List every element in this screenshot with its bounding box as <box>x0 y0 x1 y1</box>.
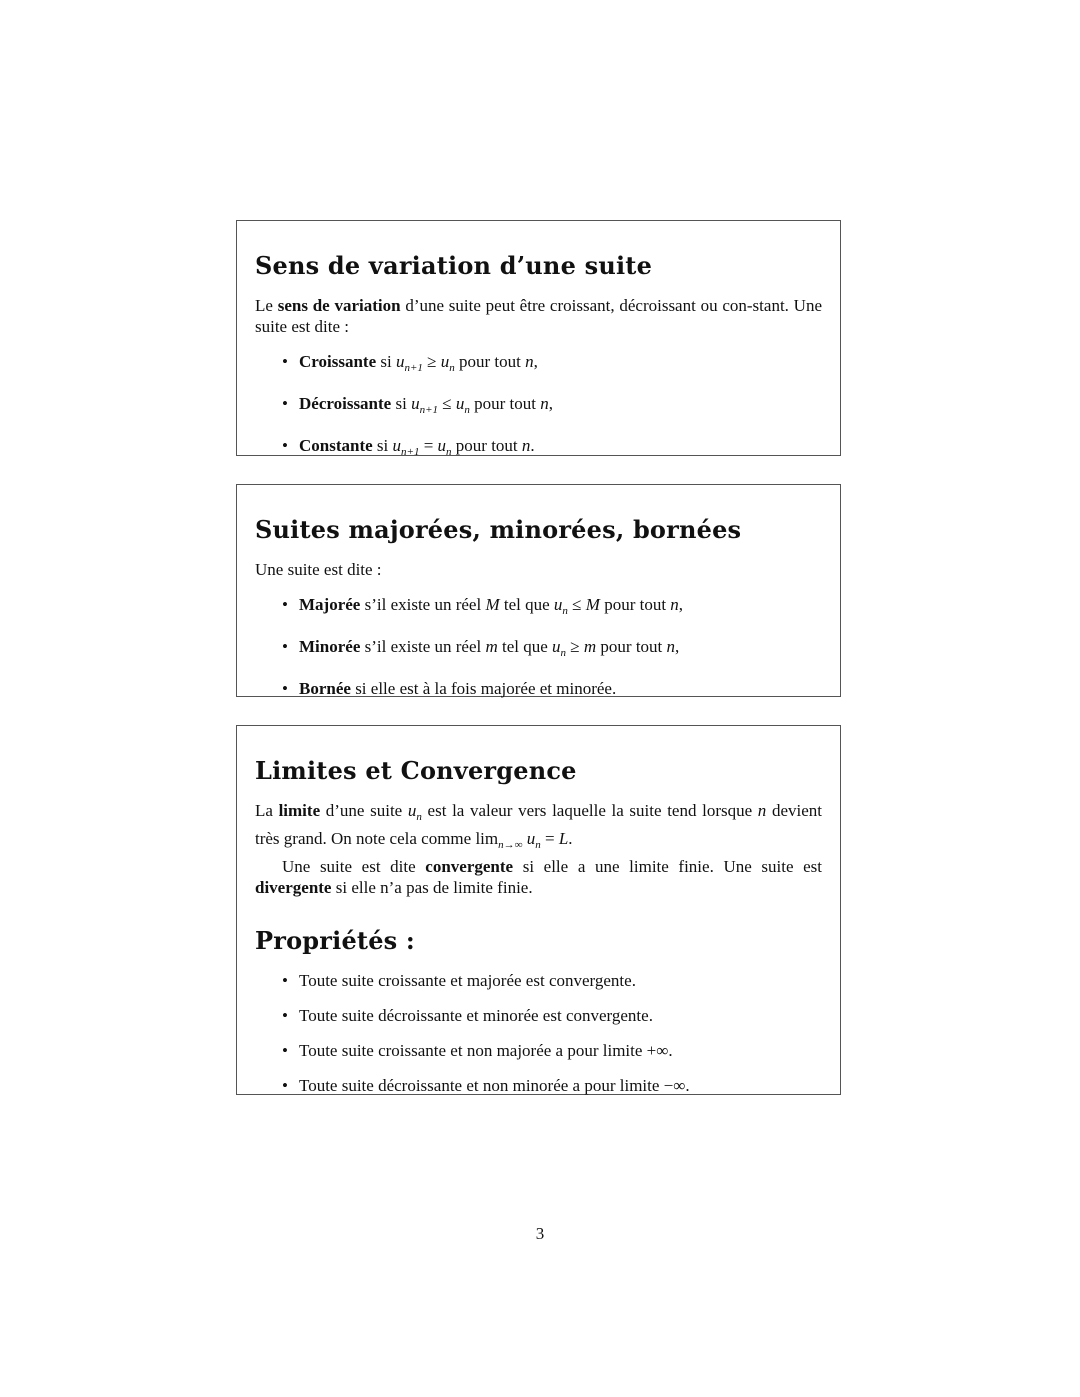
list-item: • Décroissante si $u_{n+1} \le u_n$ pour tout n, <box>282 394 553 416</box>
bounded-list <box>255 594 822 699</box>
variation-list <box>255 351 822 463</box>
list-item: • Bornée si elle est à la fois majorée et minorée. <box>282 679 617 698</box>
list-item: • Toute suite croissante et non majorée a pour limite +∞. <box>282 1041 673 1060</box>
section-intro-variation: Le sens de variation d’une suite peut être croissant, décroissant ou con-stant. Une suite est dite : <box>255 296 822 336</box>
section-title-limits: Limites et Convergence <box>255 756 577 785</box>
section-title-variation: Sens de variation d’une suite <box>255 251 653 280</box>
list-item: • Croissante si $u_{n+1} \ge u_n$ pour tout n, <box>282 352 538 374</box>
section-intro-bounded: Une suite est dite : <box>255 560 382 579</box>
list-item: • Toute suite décroissante et minorée est convergente. <box>282 1006 653 1025</box>
section-limits <box>236 725 841 1095</box>
section-bounded <box>236 484 841 697</box>
list-item: • Toute suite croissante et majorée est convergente. <box>282 971 636 990</box>
page-number: 3 <box>535 1224 545 1243</box>
list-item: • Majorée s’il existe un réel M tel que $u_n \le M$ pour tout n, <box>282 595 684 617</box>
list-item: • Toute suite décroissante et non minorée a pour limite −∞. <box>282 1076 690 1095</box>
subsection-title-properties: Propriétés : <box>255 926 415 955</box>
properties-list <box>255 970 822 1096</box>
convergence-paragraph: Une suite est dite convergente si elle a une limite finie. Une suite est divergente si elle n’a pas de limite finie. <box>255 857 822 897</box>
list-item: • Minorée s’il existe un réel m tel que $u_n \ge m$ pour tout n, <box>282 637 680 659</box>
list-item: • Constante si $u_{n+1} = u_n$ pour tout n. <box>282 436 535 458</box>
limit-definition-paragraph: La limite d’une suite $u_n$ est la valeur vers laquelle la suite tend lorsque n devient très grand. On note cela comme $\lim_{n\to\infty} u_n = L$. <box>255 801 822 851</box>
section-title-bounded: Suites majorées, minorées, bornées <box>255 515 742 544</box>
section-variation <box>236 220 841 456</box>
